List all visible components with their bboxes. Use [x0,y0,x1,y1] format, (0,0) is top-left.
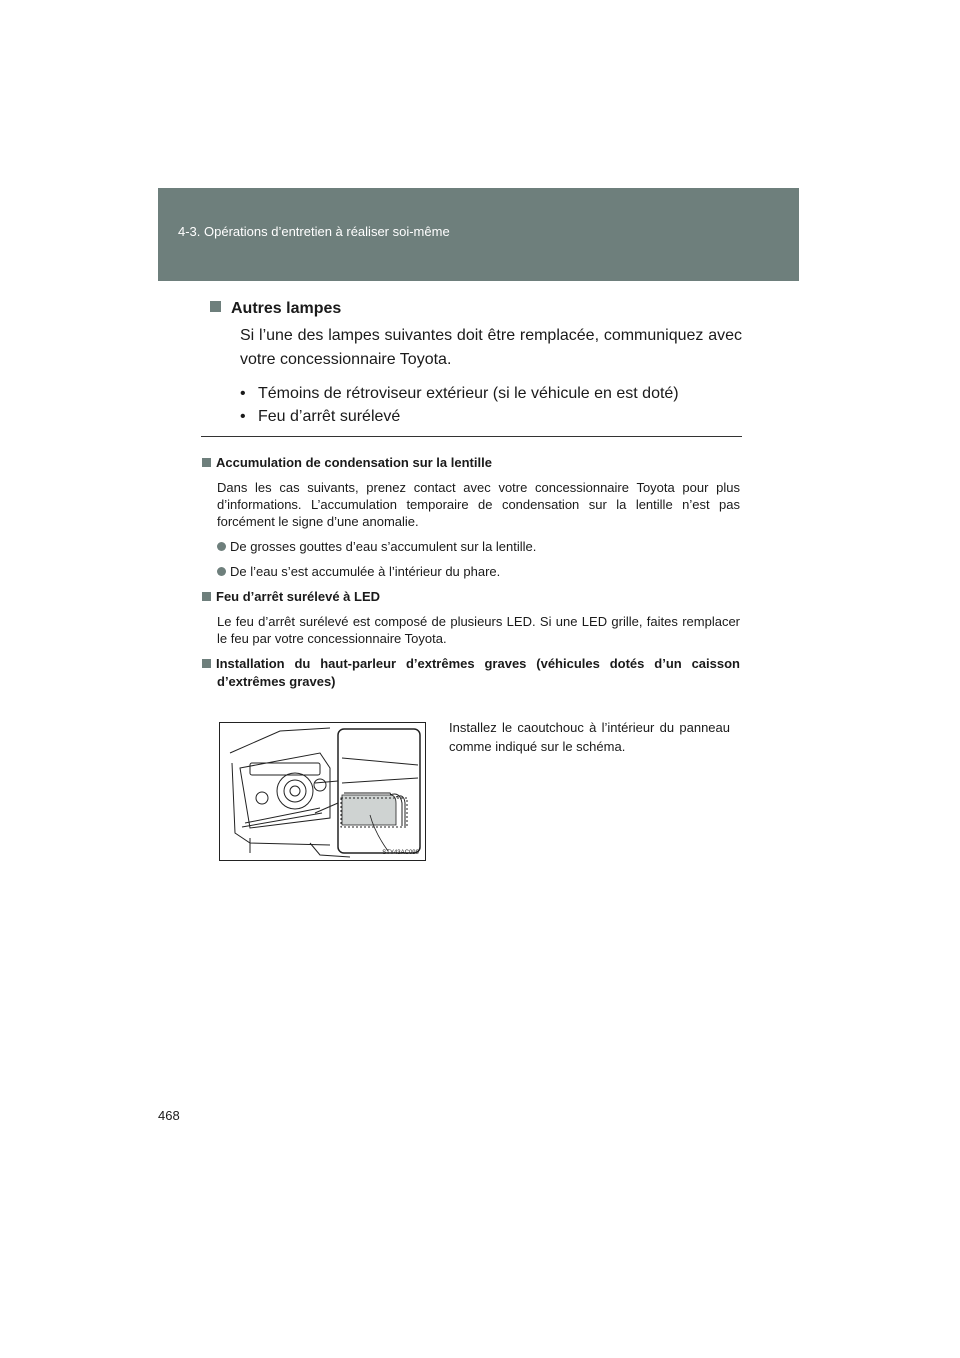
notes-section [202,454,740,691]
subwoofer-installation-figure [219,722,426,861]
circle-bullet-icon [217,542,226,551]
square-bullet-icon [202,592,211,601]
list-item: • Témoins de rétroviseur extérieur (si le véhicule en est doté) [240,382,742,405]
section-title: 4-3. Opérations d’entretien à réaliser soi-même [178,224,450,239]
section-divider [201,436,742,437]
note-title-subwoofer: Installation du haut-parleur d’extrêmes graves (véhicules dotés d’un caisson d’extrêmes graves) [202,655,740,691]
main-section [210,300,742,428]
square-bullet-icon [202,659,211,668]
section-header [158,188,799,281]
lamp-list [210,382,742,428]
intro-paragraph: Si l’une des lampes suivantes doit être remplacée, communiquez avec votre concessionnaire Toyota. [240,327,742,368]
list-item: De grosses gouttes d’eau s’accumulent sur la lentille. [202,538,740,555]
note-body-led: Le feu d’arrêt surélevé est composé de plusieurs LED. Si une LED grille, faites remplacer le feu par votre concessionnaire Toyota. [217,614,740,646]
page-number: 468 [158,1108,180,1123]
figure-caption: STY43AC099 [382,850,419,856]
circle-bullet-icon [217,567,226,576]
figure-description: Installez le caoutchouc à l’intérieur du panneau comme indiqué sur le schéma. [449,720,730,754]
square-bullet-icon [210,301,221,312]
heading-text: Autres lampes [231,300,342,317]
list-item: De l’eau s’est accumulée à l’intérieur du phare. [202,563,740,580]
note-title-condensation: Accumulation de condensation sur la lentille [202,454,740,472]
list-item: • Feu d’arrêt surélevé [240,405,742,428]
note-title-led: Feu d’arrêt surélevé à LED [202,588,740,606]
section-heading [210,300,742,318]
dashboard-illustration-icon [220,723,425,860]
square-bullet-icon [202,458,211,467]
note-body-condensation: Dans les cas suivants, prenez contact avec votre concessionnaire Toyota pour plus d’informations. L’accumulation temporaire de condensation sur la lentille n’est pas forcément le signe d’une anomalie. [217,480,740,529]
